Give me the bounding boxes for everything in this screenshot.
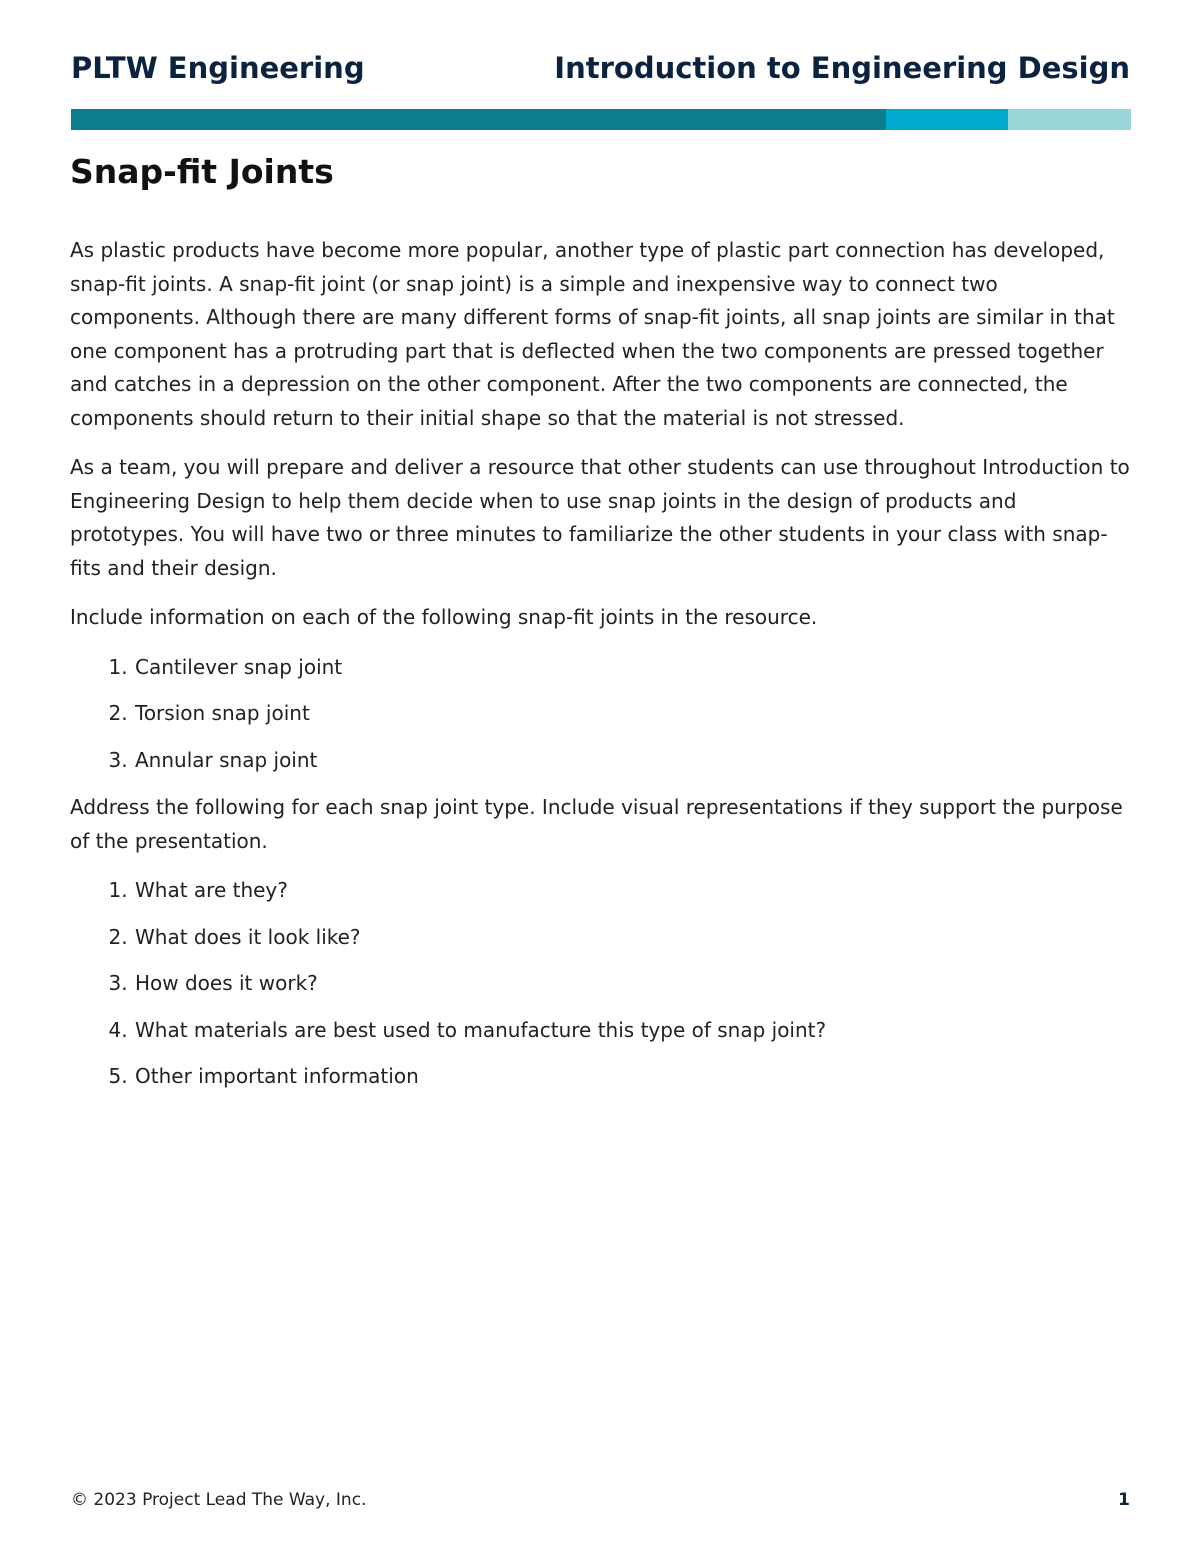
list-item: 4. What materials are best used to manufacture this type of snap joint?: [134, 1014, 1132, 1048]
header-color-band: [71, 109, 1131, 130]
header-program-name: PLTW Engineering: [71, 51, 365, 85]
page-footer: [71, 1486, 1130, 1514]
list-item: 2. What does it look like?: [134, 921, 1132, 955]
list-item: 1. What are they?: [134, 874, 1132, 908]
band-segment-dark-teal: [71, 109, 886, 130]
list-item: 3. How does it work?: [134, 967, 1132, 1001]
list-item: 3. Annular snap joint: [134, 744, 1132, 778]
page-title: Snap-fit Joints: [70, 152, 334, 191]
page-header: [71, 48, 1130, 88]
band-segment-light-teal: [1008, 109, 1131, 130]
list-item: 5. Other important information: [134, 1060, 1132, 1094]
band-segment-bright-blue: [886, 109, 1008, 130]
questions-list: [70, 874, 1132, 1094]
document-body: [70, 234, 1132, 1108]
header-course-name: Introduction to Engineering Design: [554, 51, 1130, 85]
copyright-text: © 2023 Project Lead The Way, Inc.: [71, 1490, 367, 1510]
intro-paragraph: As plastic products have become more popular, another type of plastic part connection has developed, snap-fit joints. A snap-fit joint (or snap joint) is a simple and inexpensive way to connect two components. Although there are many different forms of snap-fit joints, all snap joints are similar in that one component has a protruding part that is deflected when the two components are pressed together and catches in a depression on the other component. After the two components are connected, the components should return to their initial shape so that the material is not stressed.: [70, 238, 1115, 430]
team-task-paragraph: As a team, you will prepare and deliver a resource that other students can use throughout Introduction to Engineering Design to help them decide when to use snap joints in the design of products and prototypes. You will have two or three minutes to familiarize the other students in your class with snap-fits and their design.: [70, 455, 1130, 580]
joint-types-list: [70, 651, 1132, 778]
address-paragraph: Address the following for each snap joint type. Include visual representations if they support the purpose of the presentation.: [70, 795, 1123, 853]
list-item: 1. Cantilever snap joint: [134, 651, 1132, 685]
list-item: 2. Torsion snap joint: [134, 697, 1132, 731]
include-info-paragraph: Include information on each of the following snap-fit joints in the resource.: [70, 605, 818, 629]
page-number: 1: [1118, 1490, 1130, 1510]
